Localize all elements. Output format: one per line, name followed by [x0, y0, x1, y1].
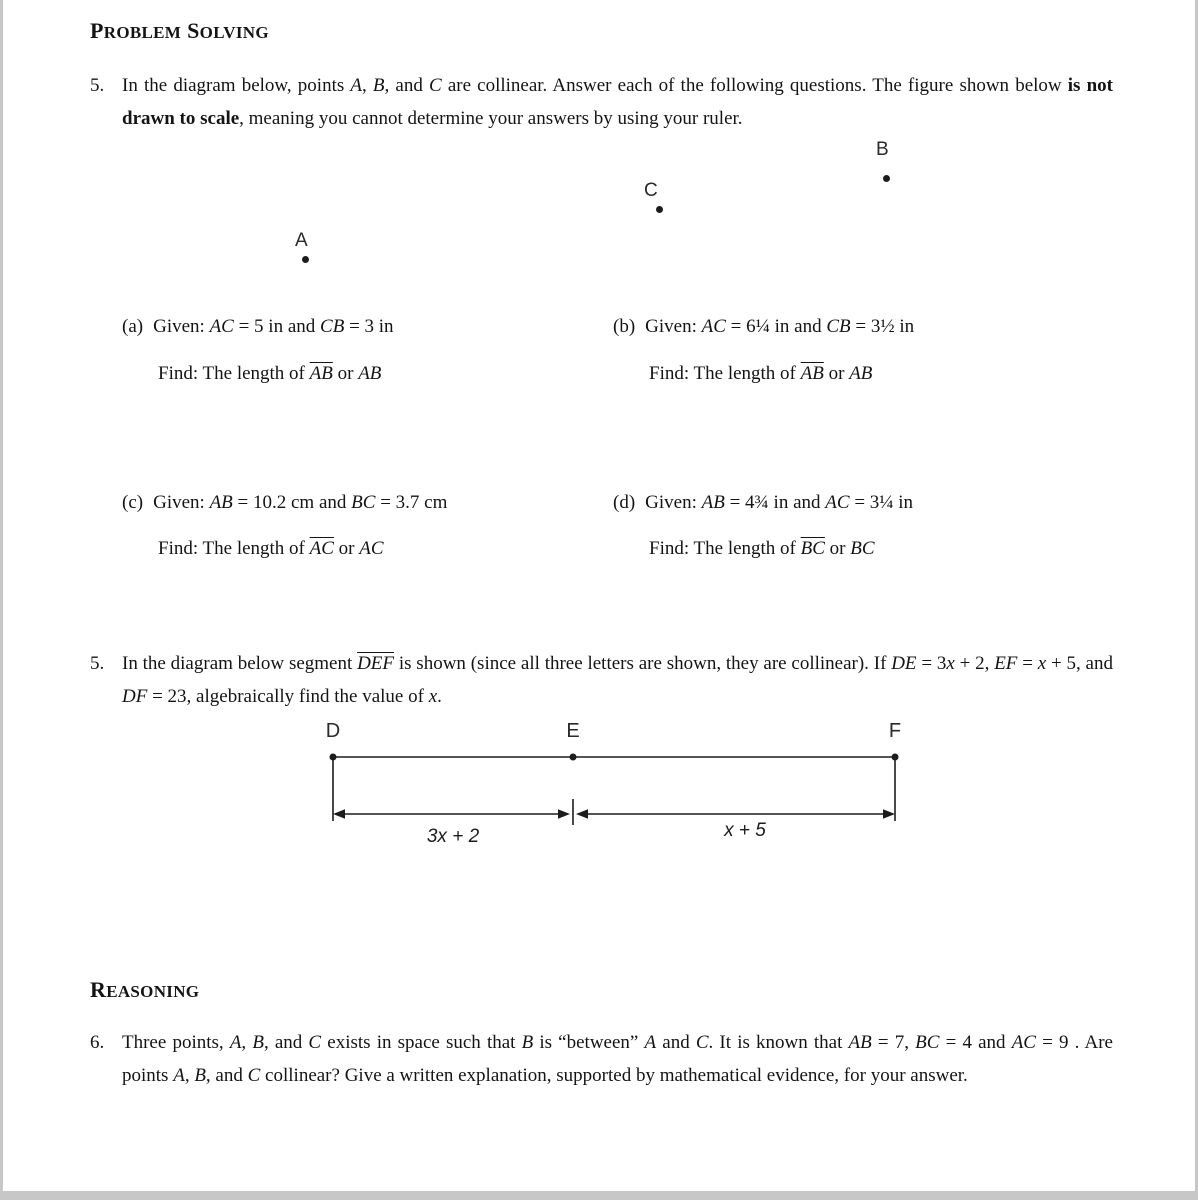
text-token: = 6¼ in and — [725, 316, 827, 338]
text-token: A — [644, 1032, 657, 1054]
point-dot-c — [656, 206, 663, 213]
part-d-given — [613, 487, 1104, 520]
text-token: $\overline{AC}$ — [309, 538, 334, 560]
part-b-given-text — [645, 316, 914, 337]
text-token: AB — [358, 363, 382, 385]
text-token: or — [823, 363, 850, 385]
text-token: = 23 — [147, 685, 187, 707]
text-token: B — [521, 1032, 534, 1054]
text-token: , meaning you cannot determine your answers by using your ruler. — [239, 107, 743, 129]
text-token: AC — [359, 538, 384, 560]
text-token: = — [1017, 653, 1038, 675]
text-token: = 3.7 cm — [375, 491, 448, 513]
text-token: C — [428, 75, 442, 96]
text-token: AC — [825, 491, 850, 513]
text-token: AB — [701, 491, 725, 513]
problem-5-body — [122, 70, 1113, 566]
text-token: A — [173, 1065, 185, 1087]
text-token: x — [428, 685, 438, 707]
page-bottom-border — [0, 1191, 1198, 1200]
text-token: x — [1037, 653, 1047, 675]
arrowhead-right-e — [558, 810, 570, 820]
heading-initial: P — [90, 18, 104, 43]
text-token: are collinear. Answer each of the following questions. The figure shown below — [441, 75, 1068, 96]
text-token: , and — [263, 1032, 309, 1054]
text-token: B — [252, 1032, 264, 1054]
part-c-find — [158, 533, 613, 566]
segment-def-diagram — [312, 721, 952, 849]
text-token: BC — [850, 538, 875, 560]
text-token: . It is known that — [708, 1032, 849, 1054]
text-token: , and — [205, 1065, 248, 1087]
problem-6-body — [122, 1027, 1113, 1092]
part-a-given — [122, 311, 613, 344]
text-token: A — [229, 1032, 242, 1054]
text-token: = 4 and — [939, 1032, 1012, 1054]
text-token: In the diagram below segment — [122, 653, 358, 675]
text-token: AB — [849, 363, 873, 385]
text-token: . — [437, 685, 442, 707]
point-dot-e — [570, 754, 577, 761]
text-token: x — [946, 653, 955, 675]
part-a-find — [158, 358, 613, 391]
problem-6-statement — [122, 1027, 1113, 1092]
part-a — [122, 311, 613, 390]
point-label-f: F — [888, 721, 902, 743]
text-token: Given: — [645, 316, 702, 338]
problem-5-segment — [90, 648, 1113, 849]
text-token: C — [695, 1032, 709, 1054]
problem-5-segment-number: 5. — [90, 653, 105, 675]
text-token: $\overline{AB}$ — [309, 363, 333, 385]
text-token: Find: The length of — [158, 363, 310, 385]
part-d-given-text — [645, 492, 913, 513]
point-label-e: E — [566, 721, 580, 743]
text-token: , algebraically find the value of — [186, 685, 429, 707]
part-d — [613, 487, 1104, 566]
part-a-given-text — [153, 316, 393, 337]
heading-rest: EASONING — [106, 982, 200, 1002]
text-token: $\overline{BC}$ — [800, 538, 825, 560]
point-label-c: C — [644, 180, 658, 202]
problem-5-segment-statement — [122, 648, 1113, 713]
text-token: Find: The length of — [158, 538, 310, 560]
worksheet-page — [90, 0, 1113, 1093]
text-token: $\overline{AB}$ — [800, 363, 824, 385]
text-token: exists in space such that — [321, 1032, 522, 1054]
text-token: is shown (since all three letters are shown, they are collinear). If — [394, 653, 892, 675]
text-token: AC — [209, 316, 234, 338]
problem-5-number: 5. — [90, 75, 105, 96]
page-left-border — [0, 0, 3, 1200]
text-token: + 2, — [954, 653, 995, 675]
point-dot-a — [302, 256, 309, 263]
heading-rest: ROBLEM — [103, 23, 182, 42]
text-token: and — [656, 1032, 696, 1054]
text-token: = 3 — [916, 653, 947, 675]
part-c-given-text — [153, 492, 447, 513]
text-token: CB — [826, 316, 851, 338]
text-token: or — [824, 538, 851, 560]
text-token: BC — [351, 491, 376, 513]
problem-5-statement — [122, 70, 1113, 135]
heading-initial: R — [90, 977, 107, 1003]
section-heading-problem-solving — [90, 18, 1113, 44]
text-token: = 10.2 cm and — [232, 491, 352, 513]
problem-5-segment-body — [122, 648, 1113, 849]
text-token: = 3½ in — [850, 316, 915, 338]
arrowhead-left-d — [333, 810, 345, 820]
text-token: , — [241, 1032, 253, 1054]
arrowhead-right-f — [883, 810, 895, 820]
section-heading-reasoning — [90, 977, 1113, 1003]
text-token: = 3¼ in — [849, 491, 914, 513]
text-token: Find: The length of — [649, 363, 801, 385]
part-c-given — [122, 487, 613, 520]
part-b-given — [613, 311, 1104, 344]
dimension-label-de: 3x + 2 — [426, 826, 480, 848]
text-token: $\overline{DEF}$ — [357, 653, 395, 675]
problem-5 — [90, 70, 1113, 566]
text-token: Given: — [645, 491, 702, 513]
text-token: B — [194, 1065, 206, 1087]
text-token: or — [333, 538, 360, 560]
text-token: Find: The length of — [649, 538, 801, 560]
text-token: DE — [891, 653, 917, 675]
text-token: AB — [848, 1032, 872, 1054]
text-token: = 3 in — [344, 316, 394, 338]
text-token: is not drawn to scale — [122, 75, 1113, 129]
text-token: A — [350, 75, 363, 96]
text-token: collinear? Give a written explanation, supported by mathematical evidence, for your answer. — [260, 1065, 968, 1087]
text-token: DF — [122, 685, 148, 707]
part-c-label: (c) — [122, 491, 144, 513]
text-token: C — [308, 1032, 322, 1054]
text-token: AB — [209, 491, 233, 513]
text-token: or — [332, 363, 359, 385]
arrowhead-left-e — [576, 810, 588, 820]
heading-rest: OLVING — [199, 23, 269, 42]
parts-row-2 — [122, 487, 1113, 566]
text-token: BC — [915, 1032, 940, 1054]
text-token: = 7, — [871, 1032, 916, 1054]
text-token: , and — [384, 75, 429, 96]
dimension-label-ef: x + 5 — [724, 820, 766, 842]
part-a-label: (a) — [122, 316, 144, 338]
text-token: CB — [320, 316, 345, 338]
problem-6 — [90, 1027, 1113, 1092]
text-token: , — [362, 75, 373, 96]
point-label-b: B — [876, 139, 889, 161]
text-token: = 4¾ in and — [724, 491, 826, 513]
text-token: EF — [994, 653, 1018, 675]
part-c — [122, 487, 613, 566]
part-b — [613, 311, 1104, 390]
part-d-label: (d) — [613, 491, 636, 513]
text-token: In the diagram below, points — [122, 75, 351, 96]
text-token: AC — [701, 316, 726, 338]
text-token: Given: — [153, 316, 210, 338]
point-dot-b — [883, 175, 890, 182]
part-d-find — [649, 533, 1104, 566]
text-token: = 5 in and — [233, 316, 321, 338]
text-token: AC — [1011, 1032, 1036, 1054]
text-token: , — [184, 1065, 195, 1087]
text-token: B — [372, 75, 385, 96]
point-label-a: A — [295, 230, 308, 252]
problem-6-number: 6. — [90, 1032, 105, 1054]
heading-initial: S — [187, 18, 200, 43]
text-token: = 9 . Are points — [122, 1032, 1113, 1087]
text-token: Three points, — [122, 1032, 230, 1054]
part-b-label: (b) — [613, 316, 636, 338]
collinear-points-diagram — [122, 139, 1113, 299]
part-b-find — [649, 358, 1104, 391]
parts-row-1 — [122, 311, 1113, 390]
text-token: C — [247, 1065, 261, 1087]
text-token: + 5, and — [1046, 653, 1113, 675]
text-token: Given: — [153, 491, 210, 513]
text-token: is “between” — [533, 1032, 645, 1054]
point-label-d: D — [325, 721, 341, 743]
